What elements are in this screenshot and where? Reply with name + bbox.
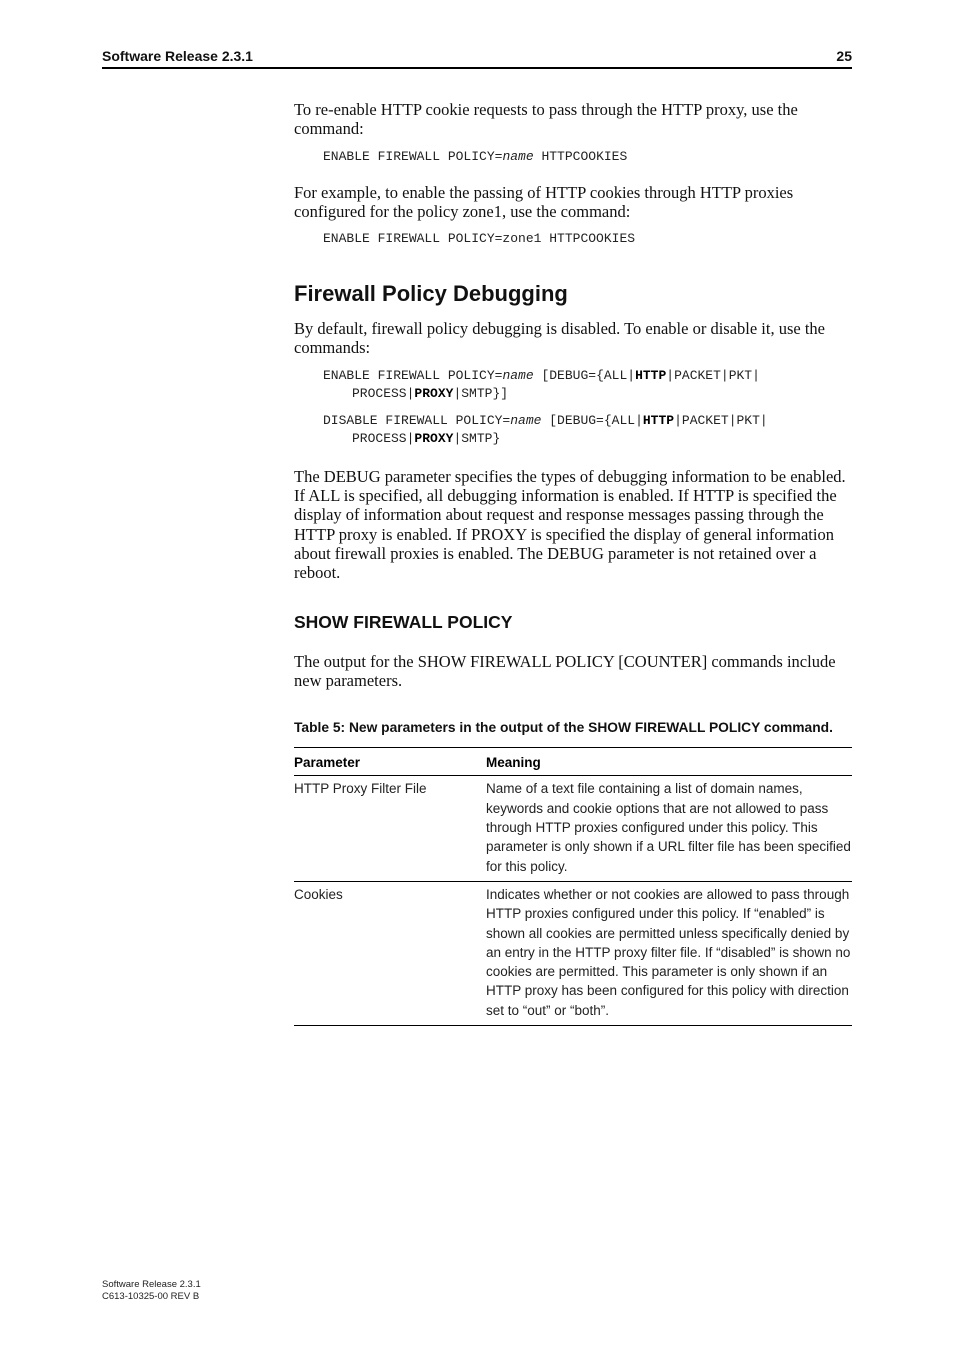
page-header [102,48,852,69]
footer-release: Software Release 2.3.1 [102,1279,201,1290]
meaning-cell: Indicates whether or not cookies are allowed to pass through HTTP proxies configured under this policy. If “enabled” is shown all cookies are permitted unless specifically denied by an entry in the HTTP proxy filter file. If “disabled” is shown no cookies are permitted. This parameter is only shown if an HTTP proxy has been configured for this policy with direction set to “out” or “both”. [486,881,852,1025]
table-caption: Table 5: New parameters in the output of the SHOW FIREWALL POLICY command. [294,720,833,736]
command-param: name [502,148,534,164]
debugging-paragraph-2: The DEBUG parameter specifies the types of debugging information to be enabled. If ALL is specified, all debugging information is enabled. If HTTP is specified the display of information about request and response messages passing through the HTTP proxy is enabled. If PROXY is specified the display of general information about firewall proxies is enabled. The DEBUG parameter is not retained over a reboot. [294,466,846,583]
parameter-cell: Cookies [294,881,486,1025]
column-header-meaning: Meaning [486,748,852,776]
table-header-row [294,748,852,776]
main-content [294,100,852,1026]
table-row [294,776,852,881]
section-heading-debugging: Firewall Policy Debugging [294,281,568,307]
footer-document-code: C613-10325-00 REV B [102,1291,200,1302]
show-paragraph: The output for the SHOW FIREWALL POLICY [COUNTER] commands include new parameters. [294,651,836,690]
intro-paragraph-2: For example, to enable the passing of HTTP cookies through HTTP proxies configured for the policy zone1, use the command: [294,182,794,221]
intro-paragraph-1: To re-enable HTTP cookie requests to pass through the HTTP proxy, use the command: [294,100,798,139]
command-enable-debug: ENABLE FIREWALL POLICY=name [DEBUG={ALL|HTTP|PACKET|PKT| PROCESS|PROXY|SMTP}] [323,367,760,401]
debugging-paragraph-1: By default, firewall policy debugging is disabled. To enable or disable it, use the commands: [294,319,825,358]
section-heading-show-firewall-policy: SHOW FIREWALL POLICY [294,611,513,632]
header-title: Software Release 2.3.1 [102,48,253,64]
command-enable-httpcookies: ENABLE FIREWALL POLICY=name HTTPCOOKIES [323,148,628,164]
command-disable-debug: DISABLE FIREWALL POLICY=name [DEBUG={ALL|HTTP|PACKET|PKT| PROCESS|PROXY|SMTP} [323,412,768,446]
parameter-cell: HTTP Proxy Filter File [294,776,486,881]
page-number: 25 [836,48,852,64]
page-footer [102,1279,201,1303]
table-row [294,881,852,1025]
parameters-table [294,747,852,1026]
meaning-cell: Name of a text file containing a list of domain names, keywords and cookie options that are not allowed to pass through HTTP proxies configured under this policy. This parameter is only shown if a URL filter file has been specified for this policy. [486,776,852,881]
column-header-parameter: Parameter [294,748,486,776]
command-example-zone1: ENABLE FIREWALL POLICY=zone1 HTTPCOOKIES [323,231,636,247]
